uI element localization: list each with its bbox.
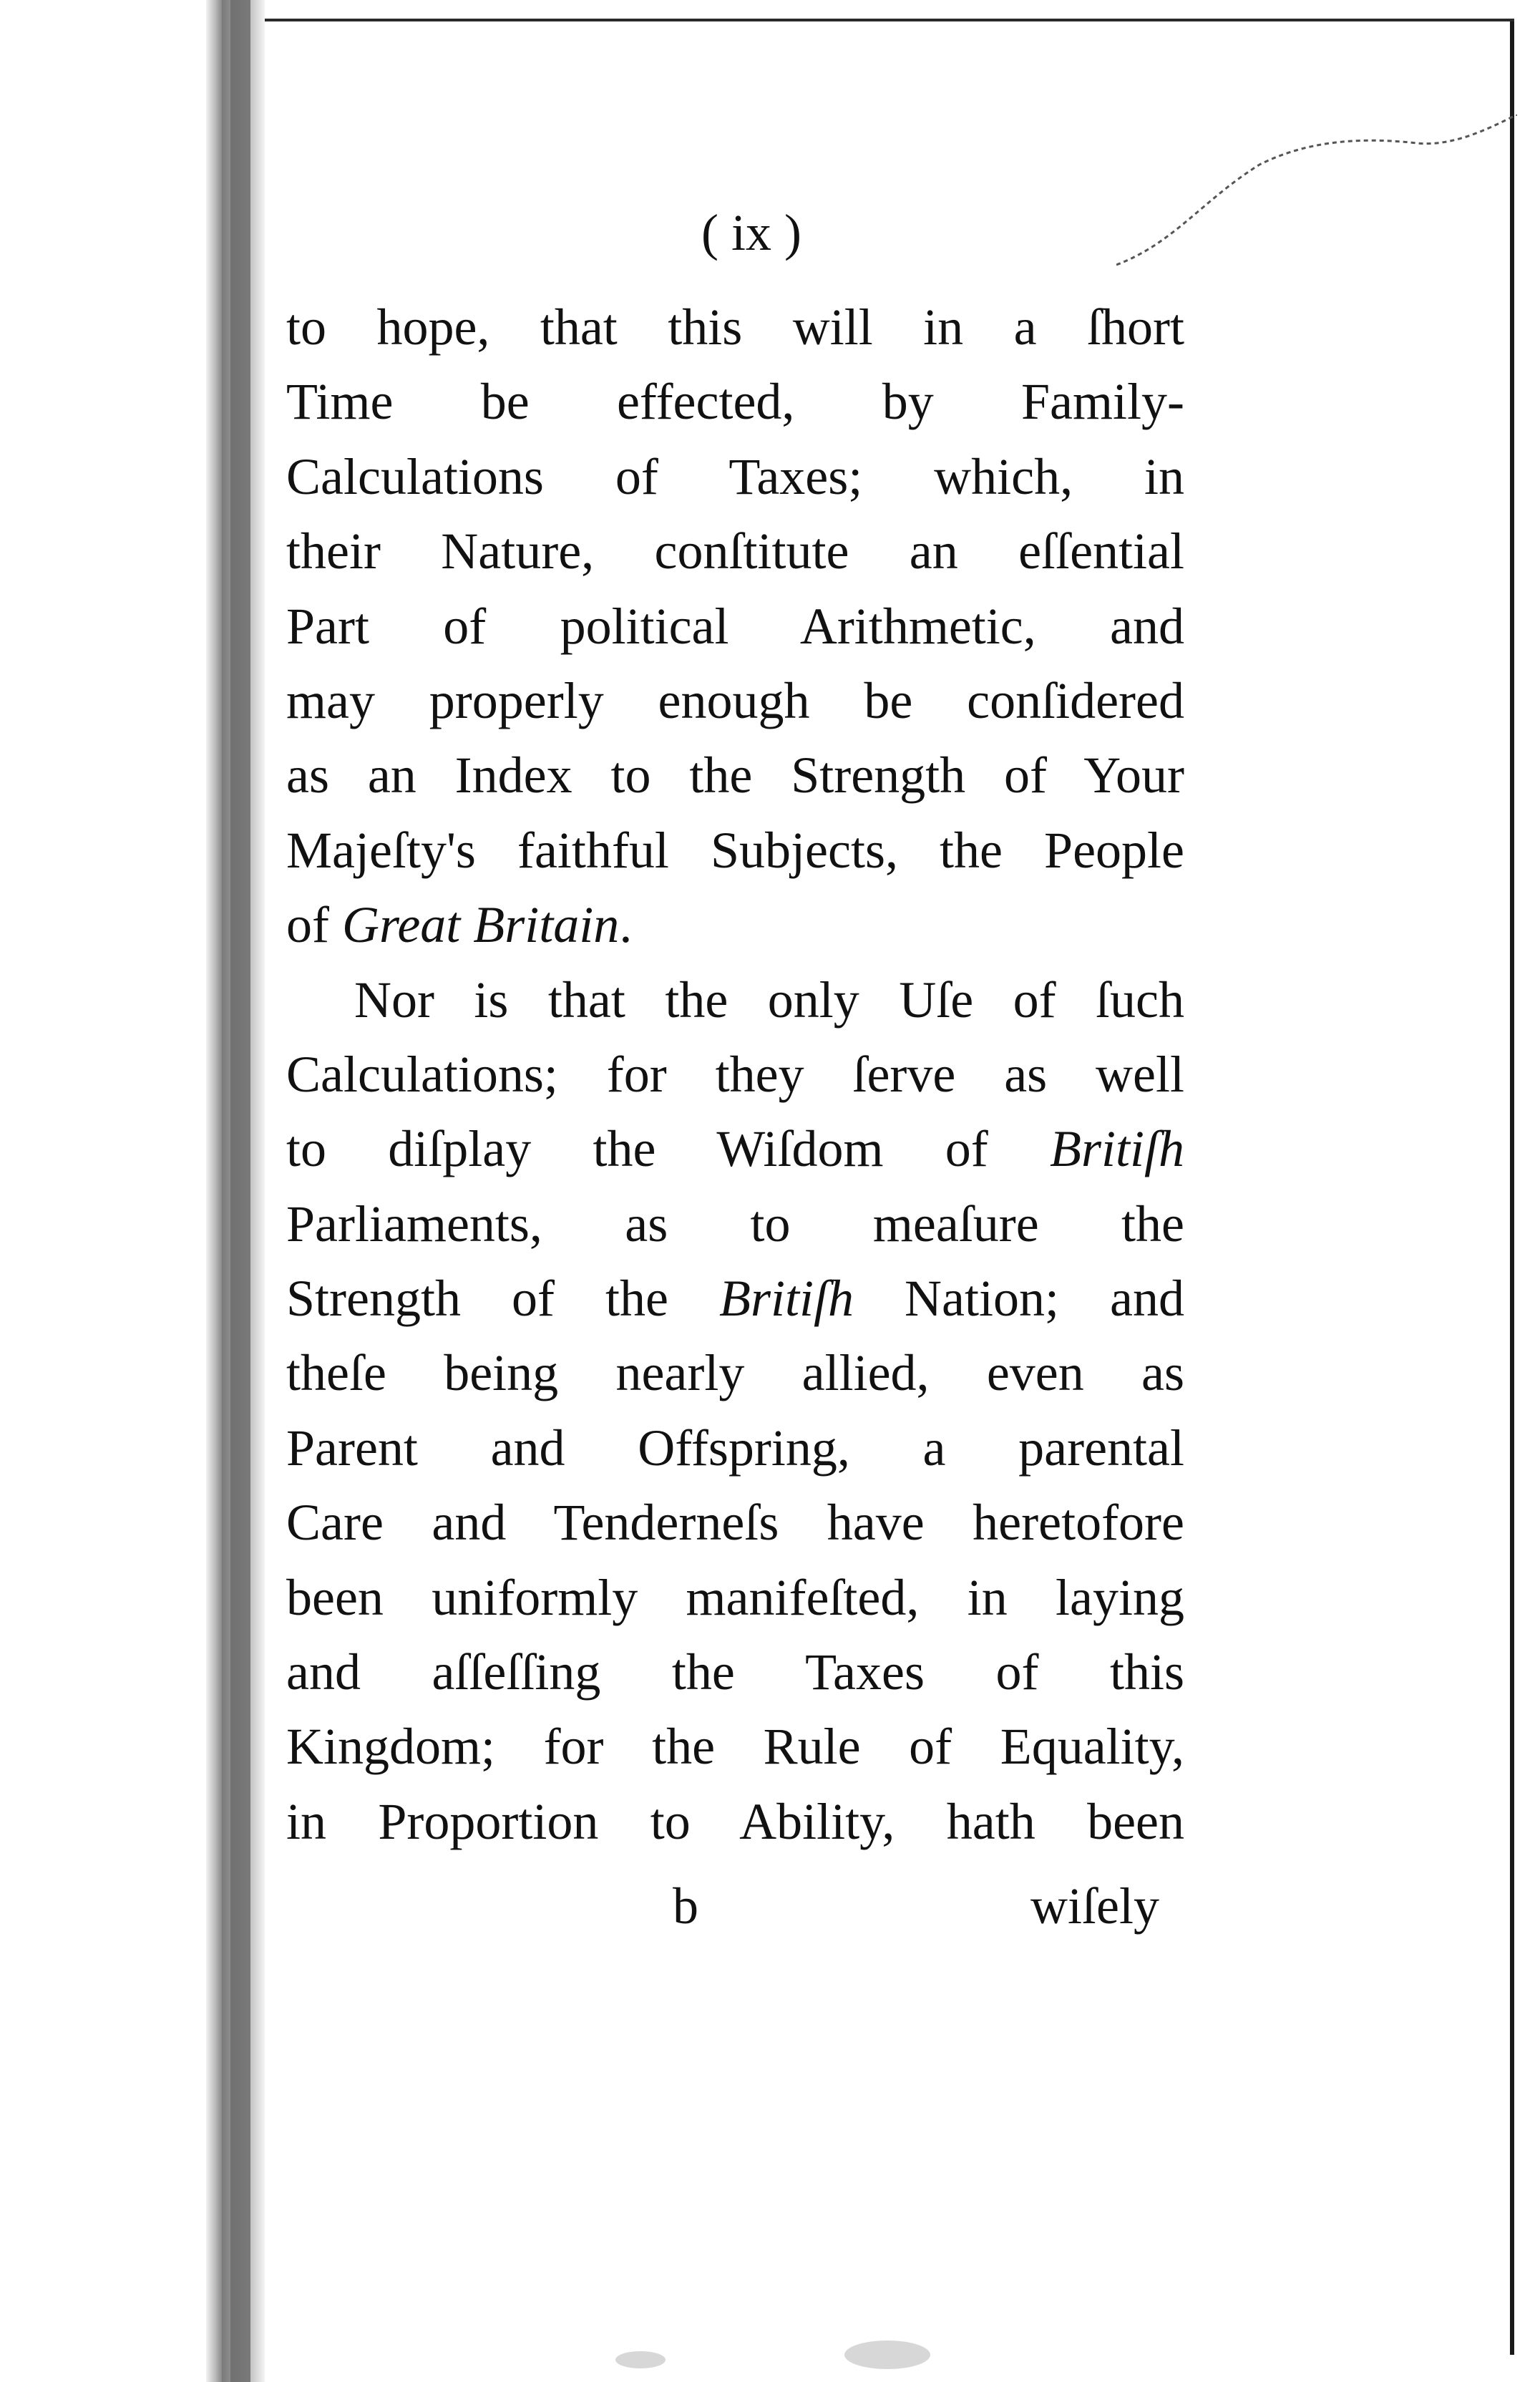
text-line: their Nature, conſtitute an eſſential <box>286 522 1184 580</box>
page-number: ( ix ) <box>701 204 801 261</box>
text-line: Kingdom; for the Rule of Equality, <box>286 1718 1184 1776</box>
page-body <box>286 290 1184 1859</box>
binding-gutter-core <box>230 0 250 2382</box>
text-line: Time be effected, by Family- <box>286 373 1184 431</box>
text-line: Part of political Arithmetic, and <box>286 597 1184 655</box>
text-line: theſe being nearly allied, even as <box>286 1344 1184 1402</box>
text-line: Strength of the Britiſh Nation; and <box>286 1270 1185 1328</box>
previous-page-fragment <box>0 0 215 2382</box>
previous-page-edge <box>206 0 222 2382</box>
signature-mark: b <box>673 1877 698 1935</box>
paper-crease-mark <box>1116 115 1517 272</box>
text-line: Majeſty's faithful Subjects, the People <box>286 821 1184 879</box>
text-line: been uniformly manifeſted, in laying <box>286 1568 1184 1626</box>
scan-smudge <box>615 2351 666 2368</box>
catchword: wiſely <box>1030 1877 1159 1935</box>
text-line-paragraph-end: of Great Britain. <box>286 896 633 954</box>
text-line: Parent and Offspring, a parental <box>286 1419 1184 1477</box>
text-line: Calculations; for they ſerve as well <box>286 1045 1184 1103</box>
text-line: may properly enough be conſidered <box>286 671 1184 729</box>
page-right-edge <box>1510 21 1514 2355</box>
text-line: in Proportion to Ability, hath been <box>286 1792 1184 1850</box>
text-line: and aſſeſſing the Taxes of this <box>286 1643 1184 1701</box>
text-line: to hope, that this will in a ſhort <box>286 298 1184 356</box>
text-line: Calculations of Taxes; which, in <box>286 447 1184 505</box>
text-line-paragraph-start: Nor is that the only Uſe of ſuch <box>354 971 1184 1029</box>
text-line: to diſplay the Wiſdom of Britiſh <box>286 1120 1184 1178</box>
page-top-edge <box>265 19 1514 21</box>
text-line: Care and Tenderneſs have heretofore <box>286 1494 1184 1552</box>
text-line: as an Index to the Strength of Your <box>286 747 1184 804</box>
scan-smudge <box>844 2340 930 2369</box>
text-line: Parliaments, as to meaſure the <box>286 1195 1184 1253</box>
